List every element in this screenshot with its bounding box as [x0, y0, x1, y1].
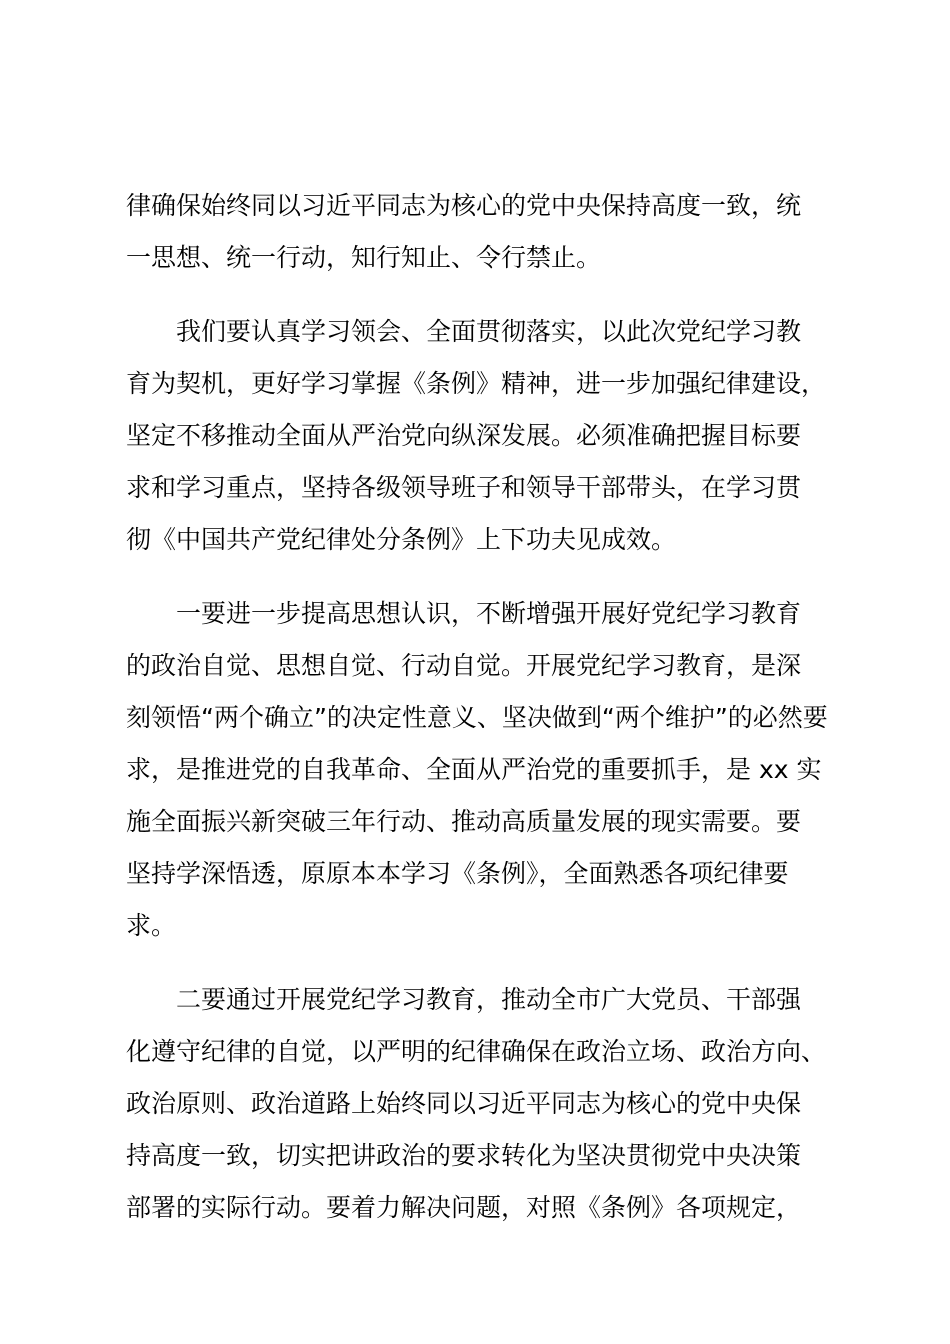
text-line: 刻领悟“两个确立”的决定性意义、坚决做到“两个维护”的必然要 [126, 703, 828, 732]
text-line: 彻《中国共产党纪律处分条例》上下功夫见成效。 [126, 525, 677, 554]
paragraph-4 [126, 974, 832, 1234]
text-line: 一思想、统一行动，知行知止、令行禁止。 [126, 243, 602, 272]
paragraph-3 [126, 588, 832, 952]
text-line: 化遵守纪律的自觉，以严明的纪律确保在政治立场、政治方向、 [126, 1037, 827, 1066]
text-line: 律确保始终同以习近平同志为核心的党中央保持高度一致，统 [126, 191, 802, 220]
paragraph-2 [126, 306, 832, 566]
text-line: 求。 [126, 911, 177, 940]
text-line: 部署的实际行动。要着力解决问题，对照《条例》各项规定， [126, 1193, 802, 1222]
text-line: 的政治自觉、思想自觉、行动自觉。开展党纪学习教育，是深 [126, 651, 802, 680]
text-line: 二要通过开展党纪学习教育，推动全市广大党员、干部强 [176, 985, 802, 1014]
text-line: 持高度一致，切实把讲政治的要求转化为坚决贯彻党中央决策 [126, 1141, 802, 1170]
text-line: 求，是推进党的自我革命、全面从严治党的重要抓手，是 xx 实 [126, 755, 822, 784]
document-body [126, 180, 832, 1234]
text-line: 一要进一步提高思想认识，不断增强开展好党纪学习教育 [176, 599, 802, 628]
text-line: 育为契机，更好学习掌握《条例》精神，进一步加强纪律建设， [126, 369, 827, 398]
text-line: 施全面振兴新突破三年行动、推动高质量发展的现实需要。要 [126, 807, 802, 836]
text-line: 求和学习重点，坚持各级领导班子和领导干部带头，在学习贯 [126, 473, 802, 502]
text-line: 我们要认真学习领会、全面贯彻落实，以此次党纪学习教 [176, 317, 802, 346]
text-line: 坚定不移推动全面从严治党向纵深发展。必须准确把握目标要 [126, 421, 802, 450]
text-line: 政治原则、政治道路上始终同以习近平同志为核心的党中央保 [126, 1089, 802, 1118]
paragraph-1 [126, 180, 832, 284]
text-line: 坚持学深悟透，原原本本学习《条例》，全面熟悉各项纪律要 [126, 859, 789, 888]
